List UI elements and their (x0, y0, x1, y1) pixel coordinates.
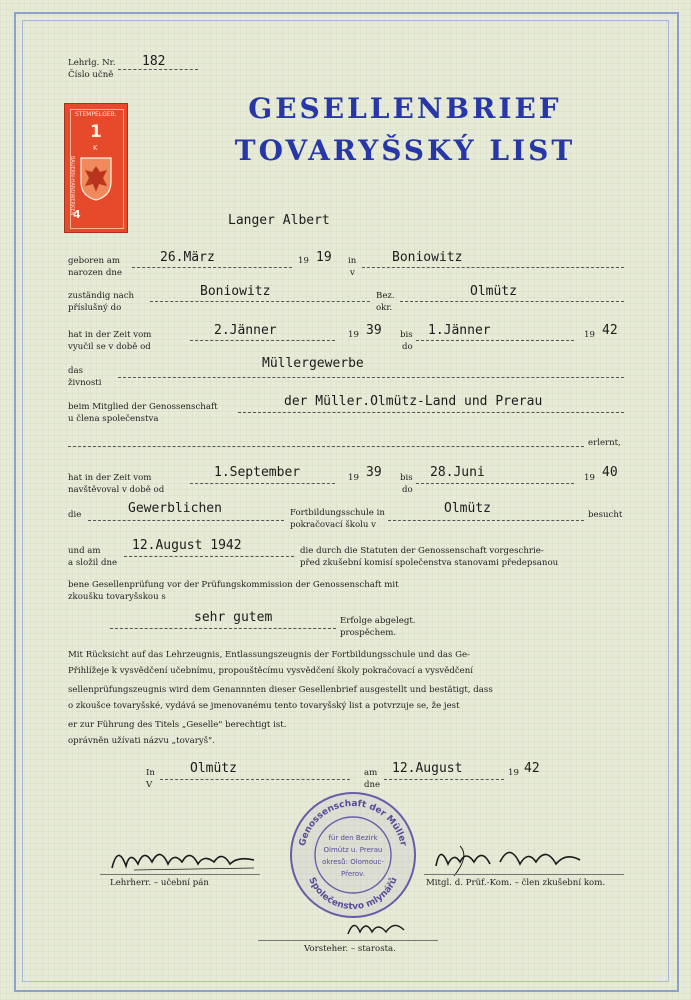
apprentice-to: 1.Jänner (428, 323, 491, 338)
apprentice-label-cz: vyučil se v době od (68, 342, 151, 352)
school-label-cz: pokračovací školu v (290, 520, 377, 530)
exam-result: sehr gutem (194, 610, 273, 625)
issued-am-de: am (364, 768, 378, 778)
school-die: die (68, 510, 82, 520)
guild-label-de: beim Mitglied der Genossenschaft (68, 402, 218, 412)
birth-place: Boniowitz (392, 250, 463, 265)
bez-value: Olmütz (470, 284, 517, 299)
school-to-line (416, 483, 574, 484)
birth-label-cz: narozen dne (68, 268, 122, 278)
guild-line-2 (68, 446, 584, 447)
paragraph-line-1: Mit Rücksicht auf das Lehrzeugnis, Entlassungszeugnis der Fortbildungsschule und das Ge- (68, 650, 470, 660)
issued-in-de: In (146, 768, 155, 778)
paragraph-line-5: er zur Führung des Titels „Geselle" berechtigt ist. (68, 720, 287, 730)
eagle-emblem-icon (77, 154, 115, 202)
stamp-side-text: BAUERN-HANDWERKEN (69, 156, 75, 216)
school-type: Gewerblichen (128, 501, 222, 516)
district-place: Boniowitz (200, 284, 271, 299)
school-period-label-cz: navštěvoval v době od (68, 485, 165, 495)
paragraph-line-4: o zkoušce tovaryšské, vydává se jmenovanému tento tovaryšský list a potvrzuje se, že jest (68, 701, 460, 711)
stamp-unit: K (93, 144, 98, 152)
bottom-signature (344, 912, 414, 942)
issued-year-prefix: 19 (508, 768, 519, 778)
school-from-year-prefix: 19 (348, 473, 359, 483)
apprentice-from-line (190, 340, 335, 341)
stamp-value: 1 (90, 122, 102, 142)
school-type-line (88, 520, 284, 521)
apprentice-label-de: hat in der Zeit vom (68, 330, 152, 340)
apprentice-bis-de: bis (400, 330, 413, 340)
apprentice-to-year: 42 (602, 323, 618, 338)
school-from: 1.September (214, 465, 301, 480)
right-signature-line (424, 874, 624, 875)
birth-date-line (132, 267, 292, 268)
birth-year-prefix: 19 (298, 256, 309, 266)
issued-date-line (384, 779, 504, 780)
school-bis-cz: do (402, 485, 413, 495)
left-signature-line (100, 874, 260, 875)
seal-center-line-2: Olmütz u. Prerau (323, 846, 383, 854)
school-besucht: besucht (588, 510, 623, 520)
bottom-signature-label: Vorsteher. – starosta. (304, 944, 396, 954)
guild-value: der Müller.Olmütz-Land und Prerau (284, 394, 543, 409)
district-label-cz: příslušný do (68, 303, 122, 313)
trade-label-de: das (68, 366, 84, 376)
paragraph-line-6: oprávněn užívati názvu „tovaryš". (68, 736, 215, 746)
lehrlg-label: Lehrlg. Nr. (68, 58, 116, 68)
birth-date: 26.März (160, 250, 215, 265)
issued-in-cz: V (146, 780, 153, 790)
exam-date-line (124, 556, 294, 557)
seal-center-line-4: Přerov. (341, 870, 365, 878)
birth-label-de: geboren am (68, 256, 120, 266)
school-from-line (190, 483, 335, 484)
exam-date: 12.August 1942 (132, 538, 242, 553)
paragraph-line-2: Přihlížeje k vysvědčení učebnímu, propouštěcímu vysvědčení školy pokračovací a vysvědčení (68, 666, 474, 676)
apprentice-bis-cz: do (402, 342, 413, 352)
apprentice-from-year: 39 (366, 323, 382, 338)
issued-date: 12.August (392, 761, 463, 776)
bez-label-cz: okr. (376, 303, 393, 313)
issued-year: 42 (524, 761, 540, 776)
revenue-stamp (64, 103, 128, 233)
district-label-de: zuständig nach (68, 291, 135, 301)
exam-text-cz-2: zkoušku tovaryšskou s (68, 592, 166, 602)
stamp-top-text: STEMPELGEB. (75, 111, 117, 118)
seal-bottom-text: Společenstvo mlynářů (306, 875, 400, 913)
guild-seal (288, 790, 418, 920)
school-place: Olmütz (444, 501, 491, 516)
seal-center-line-1: für den Bezirk (328, 834, 378, 842)
lehrlg-line (118, 69, 198, 70)
exam-text-de-1: die durch die Statuten der Genossenschaft vorgeschrie- (300, 546, 544, 556)
exam-a-slozil: a složil dne (68, 558, 118, 568)
exam-text-cz-1: před zkušební komisí společenstva stanovami předepsanou (300, 558, 559, 568)
apprentice-to-line (416, 340, 574, 341)
guild-label-cz: u člena společenstva (68, 414, 159, 424)
school-label-de: Fortbildungsschule in (290, 508, 385, 518)
issued-place-line (160, 779, 350, 780)
birth-year: 19 (316, 250, 332, 265)
right-signature-label: Mitgl. d. Prüf.-Kom. – člen zkušební kom. (426, 878, 606, 888)
cislo-label: Číslo učně (68, 70, 114, 80)
seal-center-line-3: okresů: Olomouc- (322, 858, 384, 866)
trade-value: Müllergewerbe (262, 356, 364, 371)
stamp-value-small: 4 (73, 208, 81, 221)
lehrlg-number: 182 (142, 54, 166, 69)
trade-label-cz: živnosti (68, 378, 102, 388)
left-signature-label: Lehrherr. – učební pán (110, 878, 209, 888)
trade-line (118, 377, 624, 378)
school-place-line (388, 520, 584, 521)
school-period-label-de: hat in der Zeit vom (68, 473, 152, 483)
title-czech: TOVARYŠSKÝ LIST (234, 134, 576, 167)
school-bis-de: bis (400, 473, 413, 483)
birth-in-cz: v (350, 268, 355, 278)
bez-label-de: Bez. (376, 291, 395, 301)
exam-und-am: und am (68, 546, 101, 556)
bez-line (400, 301, 624, 302)
exam-result-line (110, 628, 336, 629)
exam-text-de-2: bene Gesellenprüfung vor der Prüfungskommission der Genossenschaft mit (68, 580, 399, 590)
apprentice-to-year-prefix: 19 (584, 330, 595, 340)
seal-ring-text: Genossenschaft der Müller (297, 798, 409, 848)
paragraph-line-3: sellenprüfungszeugnis wird dem Genannnten dieser Gesellenbrief ausgestellt und bestätigt, dass (68, 685, 493, 695)
bottom-signature-line (258, 940, 438, 941)
left-signature (104, 838, 264, 878)
birth-in-de: in (348, 256, 357, 266)
title-german: GESELLENBRIEF (248, 92, 562, 125)
birth-place-line (362, 267, 624, 268)
exam-erfolge-de: Erfolge abgelegt. (340, 616, 416, 626)
apprentice-from: 2.Jänner (214, 323, 277, 338)
school-from-year: 39 (366, 465, 382, 480)
exam-erfolge-cz: prospěchem. (340, 628, 397, 638)
district-line (150, 301, 370, 302)
erlernt-label: erlernt, (588, 438, 621, 448)
guild-line (238, 412, 624, 413)
issued-place: Olmütz (190, 761, 237, 776)
school-to-year: 40 (602, 465, 618, 480)
holder-name: Langer Albert (228, 213, 330, 228)
apprentice-from-year-prefix: 19 (348, 330, 359, 340)
school-to: 28.Juni (430, 465, 485, 480)
school-to-year-prefix: 19 (584, 473, 595, 483)
issued-am-cz: dne (364, 780, 381, 790)
